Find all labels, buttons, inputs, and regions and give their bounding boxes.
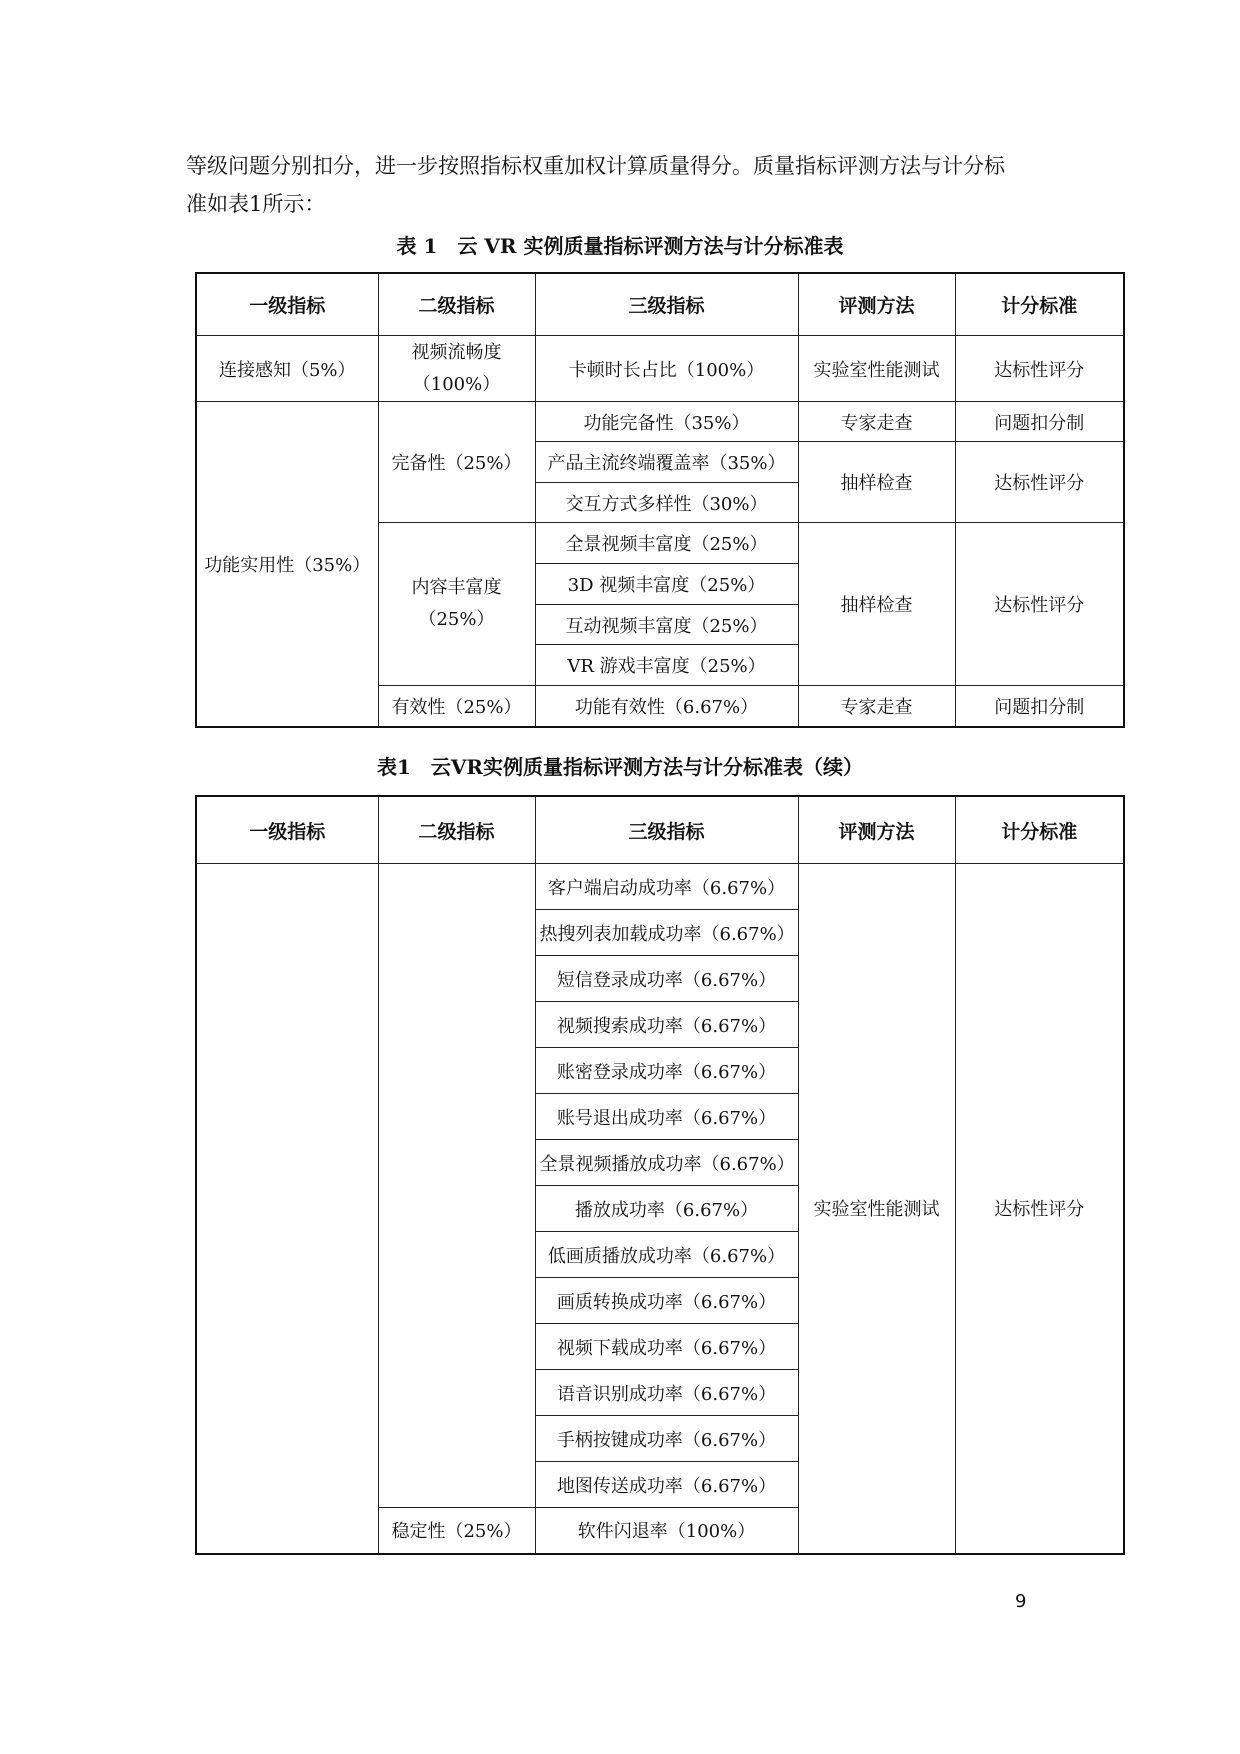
level3-cell: 客户端启动成功率（6.67%） bbox=[535, 864, 798, 910]
page-number: 9 bbox=[1015, 1591, 1027, 1612]
method-cell: 实验室性能测试 bbox=[798, 336, 955, 402]
level3-cell: 短信登录成功率（6.67%） bbox=[535, 956, 798, 1002]
level3-cell: 画质转换成功率（6.67%） bbox=[535, 1278, 798, 1324]
score-cell: 达标性评分 bbox=[955, 442, 1124, 523]
method-cell: 实验室性能测试 bbox=[798, 864, 955, 1554]
table1-header-row bbox=[196, 273, 1124, 336]
table1-caption: 表 1 云 VR 实例质量指标评测方法与计分标准表 bbox=[396, 234, 844, 258]
method-cell: 抽样检查 bbox=[798, 523, 955, 686]
table-row bbox=[196, 402, 1124, 442]
level1-cell: 功能实用性（35%） bbox=[196, 402, 378, 727]
header-score: 计分标准 bbox=[955, 796, 1124, 864]
level3-cell: 播放成功率（6.67%） bbox=[535, 1186, 798, 1232]
level2-cell: 有效性（25%） bbox=[378, 686, 535, 727]
score-cell: 达标性评分 bbox=[955, 864, 1124, 1554]
level3-cell: 视频搜索成功率（6.67%） bbox=[535, 1002, 798, 1048]
header-method: 评测方法 bbox=[798, 273, 955, 336]
score-cell: 达标性评分 bbox=[955, 523, 1124, 686]
header-level3: 三级指标 bbox=[535, 273, 798, 336]
table1 bbox=[195, 272, 1125, 728]
header-level3: 三级指标 bbox=[535, 796, 798, 864]
level1-cell bbox=[196, 864, 378, 1554]
level3-cell: 产品主流终端覆盖率（35%） bbox=[535, 442, 798, 483]
level3-cell: 手柄按键成功率（6.67%） bbox=[535, 1416, 798, 1462]
level2-cell bbox=[378, 864, 535, 1508]
method-cell: 专家走查 bbox=[798, 686, 955, 727]
level3-cell: 地图传送成功率（6.67%） bbox=[535, 1462, 798, 1508]
level3-cell: 3D 视频丰富度（25%） bbox=[535, 564, 798, 605]
level3-cell: 账密登录成功率（6.67%） bbox=[535, 1048, 798, 1094]
table-row bbox=[196, 864, 1124, 910]
intro-line-2: 准如表1所示： bbox=[186, 192, 326, 216]
method-cell: 专家走查 bbox=[798, 402, 955, 442]
level2-cell bbox=[378, 336, 535, 402]
level3-cell: 功能完备性（35%） bbox=[535, 402, 798, 442]
level2-line: 内容丰富度 bbox=[411, 577, 502, 598]
header-level2: 二级指标 bbox=[378, 273, 535, 336]
method-cell: 抽样检查 bbox=[798, 442, 955, 523]
header-score: 计分标准 bbox=[955, 273, 1124, 336]
intro-paragraph bbox=[186, 147, 1066, 223]
table2-caption: 表1 云VR实例质量指标评测方法与计分标准表（续） bbox=[376, 755, 864, 779]
level3-cell: 语音识别成功率（6.67%） bbox=[535, 1370, 798, 1416]
header-level1: 一级指标 bbox=[196, 796, 378, 864]
level3-cell: 热搜列表加载成功率（6.67%） bbox=[535, 910, 798, 956]
level3-cell: 卡顿时长占比（100%） bbox=[535, 336, 798, 402]
table-row bbox=[196, 336, 1124, 402]
level3-cell: 功能有效性（6.67%） bbox=[535, 686, 798, 727]
level3-cell: 互动视频丰富度（25%） bbox=[535, 605, 798, 645]
level2-cell: 稳定性（25%） bbox=[378, 1508, 535, 1554]
level2-line: （100%） bbox=[412, 373, 501, 395]
score-cell: 问题扣分制 bbox=[955, 402, 1124, 442]
level2-cell: 完备性（25%） bbox=[378, 402, 535, 523]
score-cell: 问题扣分制 bbox=[955, 686, 1124, 727]
header-level2: 二级指标 bbox=[378, 796, 535, 864]
level2-line: （25%） bbox=[418, 609, 495, 630]
level3-cell: 全景视频丰富度（25%） bbox=[535, 523, 798, 564]
level3-cell: 视频下载成功率（6.67%） bbox=[535, 1324, 798, 1370]
score-cell: 达标性评分 bbox=[955, 336, 1124, 402]
header-method: 评测方法 bbox=[798, 796, 955, 864]
table2 bbox=[195, 795, 1125, 1555]
level1-cell: 连接感知（5%） bbox=[196, 336, 378, 402]
table2-header-row bbox=[196, 796, 1124, 864]
level2-line: 视频流畅度 bbox=[411, 341, 502, 363]
level2-cell bbox=[378, 523, 535, 686]
level3-cell: VR 游戏丰富度（25%） bbox=[535, 645, 798, 686]
header-level1: 一级指标 bbox=[196, 273, 378, 336]
level3-cell: 软件闪退率（100%） bbox=[535, 1508, 798, 1554]
level3-cell: 低画质播放成功率（6.67%） bbox=[535, 1232, 798, 1278]
level3-cell: 交互方式多样性（30%） bbox=[535, 483, 798, 523]
intro-line-1: 等级问题分别扣分，进一步按照指标权重加权计算质量得分。质量指标评测方法与计分标 bbox=[186, 154, 1005, 178]
level3-cell: 全景视频播放成功率（6.67%） bbox=[535, 1140, 798, 1186]
level3-cell: 账号退出成功率（6.67%） bbox=[535, 1094, 798, 1140]
